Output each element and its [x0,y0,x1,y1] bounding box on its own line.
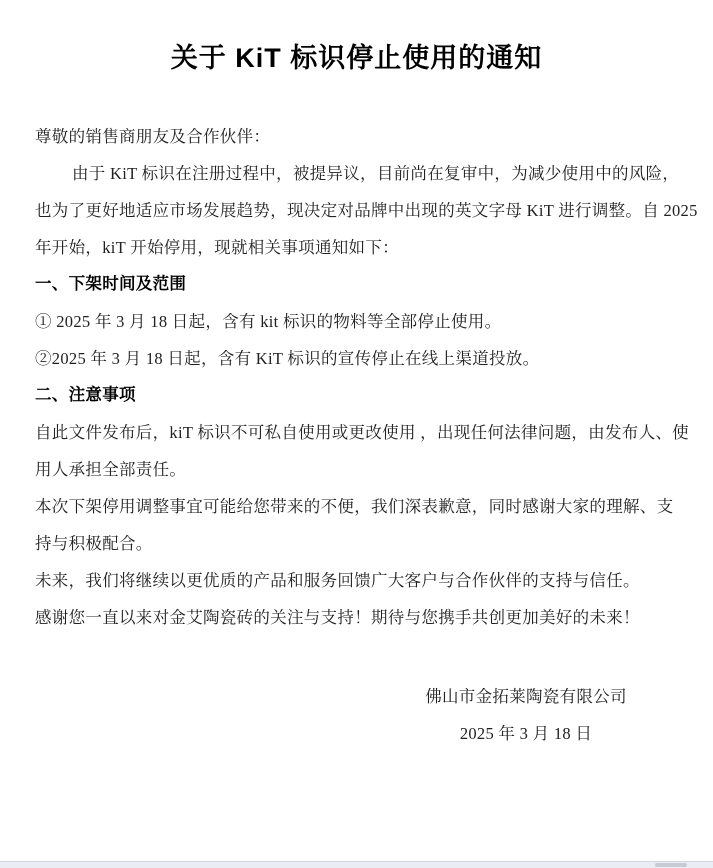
intro-paragraph-line-3: 年开始，kiT 开始停用，现就相关事项通知如下： [35,238,399,257]
apology-paragraph-line-1: 本次下架停用调整事宜可能给您带来的不便，我们深表歉意，同时感谢大家的理解、支 [35,497,674,516]
thanks-line: 感谢您一直以来对金艾陶瓷砖的关注与支持！期待与您携手共创更加美好的未来！ [35,608,640,627]
apology-paragraph-line-2: 持与积极配合。 [35,534,153,553]
future-commitment-line: 未来，我们将继续以更优质的产品和服务回馈广大客户与合作伙伴的支持与信任。 [35,571,640,590]
signature-company: 佛山市金拓莱陶瓷有限公司 [425,687,627,706]
taskbar-edge-strip [0,861,713,868]
document-body [0,118,713,636]
notes-paragraph-line-1: 自此文件发布后，kiT 标识不可私自使用或更改使用 ，出现任何法律问题，由发布人、使 [35,423,689,442]
signature-block [386,678,666,752]
intro-paragraph-line-2: 也为了更好地适应市场发展趋势，现决定对品牌中出现的英文字母 KiT 进行调整。自 2025 [35,201,698,220]
document-page [0,38,713,868]
salutation-line: 尊敬的销售商朋友及合作伙伴： [35,127,271,146]
signature-date: 2025 年 3 月 18 日 [459,724,593,743]
section-heading-removal-scope: 一、下架时间及范围 [35,275,187,293]
notes-paragraph-line-2: 用人承担全部责任。 [35,460,187,479]
scrollbar-thumb[interactable] [655,863,687,867]
page-title: 关于 KiT 标识停止使用的通知 [170,43,543,73]
section-heading-notes: 二、注意事项 [35,386,136,404]
list-item-2: ②2025 年 3 月 18 日起，含有 KiT 标识的宣传停止在线上渠道投放。 [35,349,540,368]
intro-paragraph-line-1: 由于 KiT 标识在注册过程中，被提异议，目前尚在复审中，为减少使用中的风险， [72,164,680,183]
list-item-1: ① 2025 年 3 月 18 日起，含有 kit 标识的物料等全部停止使用。 [35,312,502,331]
